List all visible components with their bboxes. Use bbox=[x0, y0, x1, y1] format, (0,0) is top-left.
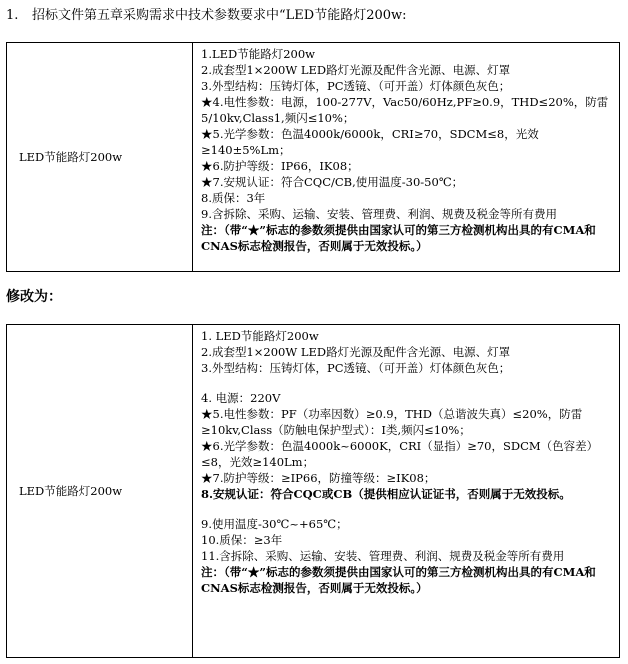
original-note: 注：（带“★”标志的参数须提供由国家认可的第三方检测机构出具的有CMA和CNAS标志检测报告，否则属于无效投标。） bbox=[201, 223, 596, 253]
section-number: 1. bbox=[6, 8, 19, 23]
modified-line: 4. 电源：220V bbox=[201, 391, 281, 405]
modified-heading: 修改为： bbox=[6, 289, 62, 305]
modified-line: 3.外型结构：压铸灯体，PC透镜、（可开盖）灯体颜色灰色； bbox=[201, 361, 511, 375]
modified-line: ★7.防护等级：≥IP66，防撞等级：≥IK08； bbox=[201, 471, 436, 485]
modified-line: 1. LED节能路灯200w bbox=[201, 329, 319, 343]
section-heading bbox=[6, 7, 407, 25]
modified-cert-line: 8.安规认证：符合CQC或CB（提供相应认证证书，否则属于无效投标。 bbox=[201, 487, 571, 501]
section-title: 招标文件第五章采购需求中技术参数要求中“LED节能路灯200w: bbox=[32, 8, 407, 23]
original-line: 2.成套型1×200W LED路灯光源及配件含光源、电源、灯罩 bbox=[201, 63, 511, 77]
modified-spec-table bbox=[6, 324, 620, 658]
modified-note: 注：（带“★”标志的参数须提供由国家认可的第三方检测机构出具的有CMA和CNAS标志检测报告，否则属于无效投标。） bbox=[201, 565, 596, 595]
original-line: 9.含拆除、采购、运输、安装、管理费、利润、规费及税金等所有费用 bbox=[201, 207, 557, 221]
original-line: ★6.防护等级：IP66，IK08； bbox=[201, 159, 359, 173]
modified-item-label: LED节能路灯200w bbox=[7, 325, 193, 658]
modified-line: 11.含拆除、采购、运输、安装、管理费、利润、规费及税金等所有费用 bbox=[201, 549, 565, 563]
modified-line: 9.使用温度-30℃~+65℃； bbox=[201, 517, 348, 531]
modified-line: ★6.光学参数：色温4000k~6000K，CRI（显指）≥70，SDCM（色容差）≤8，光效≥140Lm； bbox=[201, 439, 599, 469]
original-line: ★7.安规认证：符合CQC/CB,使用温度-30-50℃； bbox=[201, 175, 464, 189]
blank-line bbox=[201, 502, 617, 516]
original-line: ★4.电性参数：电源，100-277V，Vac50/60Hz,PF≥0.9，THD≤20%，防雷5/10kv,Class1,频闪≤10%； bbox=[201, 95, 609, 125]
modified-spec-cell bbox=[193, 325, 620, 658]
original-line: 8.质保：3年 bbox=[201, 191, 266, 205]
original-item-label: LED节能路灯200w bbox=[7, 43, 193, 272]
original-spec-table bbox=[6, 42, 620, 272]
modified-line: 2.成套型1×200W LED路灯光源及配件含光源、电源、灯罩 bbox=[201, 345, 511, 359]
modified-line: ★5.电性参数：PF（功率因数）≥0.9，THD（总谐波失真）≤20%，防雷≥10kv,Class（防触电保护型式）：I类,频闪≤10%； bbox=[201, 407, 583, 437]
blank-line bbox=[201, 376, 617, 390]
modified-line: 10.质保：≥3年 bbox=[201, 533, 283, 547]
original-line: 1.LED节能路灯200w bbox=[201, 47, 316, 61]
original-spec-cell bbox=[193, 43, 620, 272]
original-line: ★5.光学参数：色温4000k/6000k，CRI≥70，SDCM≤8，光效≥140±5%Lm； bbox=[201, 127, 539, 157]
original-line: 3.外型结构：压铸灯体，PC透镜、（可开盖）灯体颜色灰色； bbox=[201, 79, 511, 93]
